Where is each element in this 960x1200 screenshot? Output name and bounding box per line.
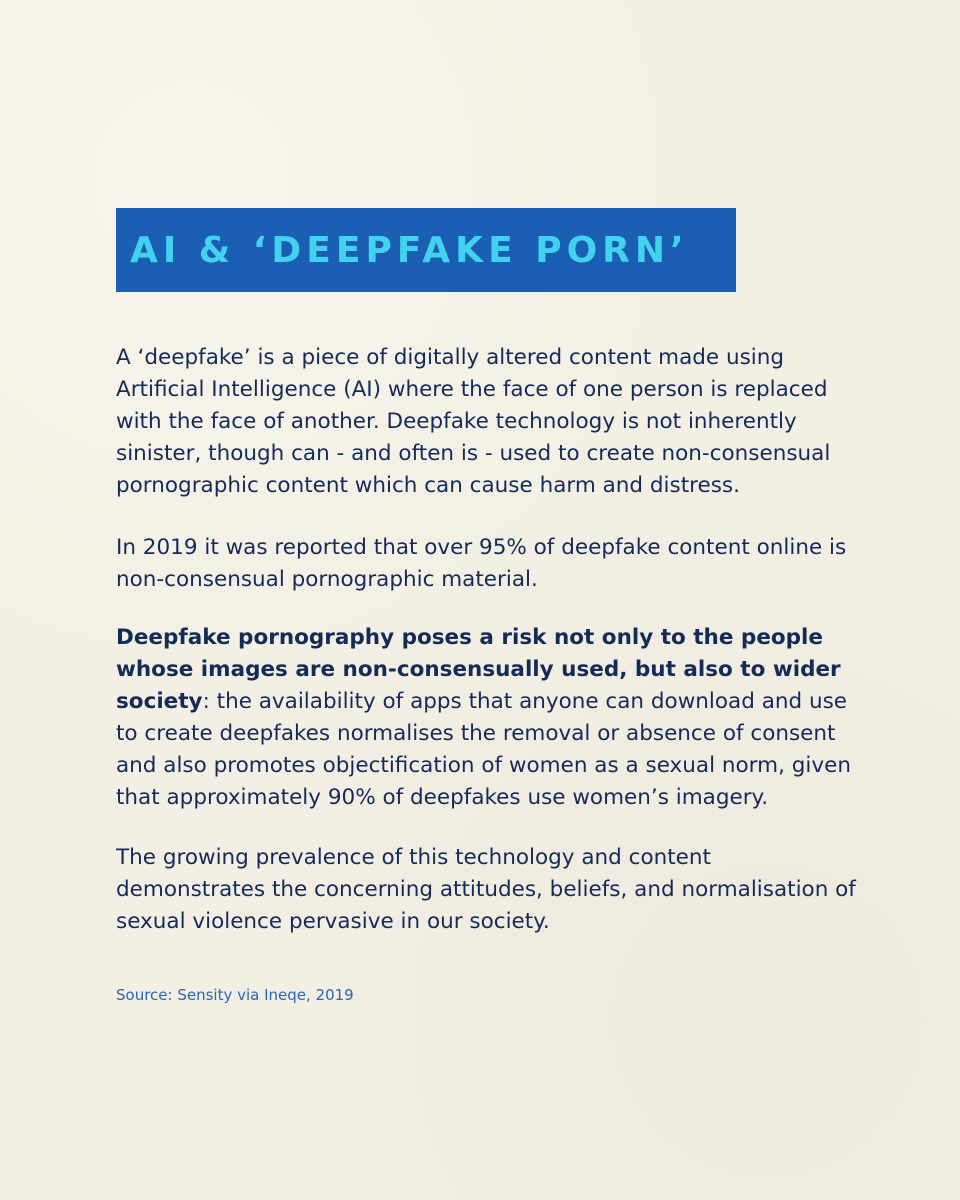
page-title: AI & ‘DEEPFAKE PORN’ (130, 229, 689, 271)
title-banner (116, 208, 736, 292)
paragraph-risk-continuation: : the availability of apps that anyone can download and use to create deepfakes normalises the removal or absence of consent and also promotes objectification of women as a sexual norm, given that approximately 90% of deepfakes use women’s imagery. (116, 689, 851, 810)
paragraph-statistic: In 2019 it was reported that over 95% of deepfake content online is non-consensual pornographic material. (116, 535, 847, 592)
paragraph-risk-emphasis: Deepfake pornography poses a risk not only to the people whose images are non-consensually used, but also to wider society (116, 625, 841, 714)
source-citation: Source: Sensity via Ineqe, 2019 (116, 986, 354, 1004)
paragraph-risk (116, 622, 856, 814)
paragraph-conclusion: The growing prevalence of this technology and content demonstrates the concerning attitudes, beliefs, and normalisation of sexual violence pervasive in our society. (116, 845, 856, 934)
paragraph-definition: A ‘deepfake’ is a piece of digitally altered content made using Artificial Intelligence (AI) where the face of one person is replaced with the face of another. Deepfake technology is not inherently sinister, though can - and often is - used to create non-consensual pornographic content which can cause harm and distress. (116, 345, 831, 498)
